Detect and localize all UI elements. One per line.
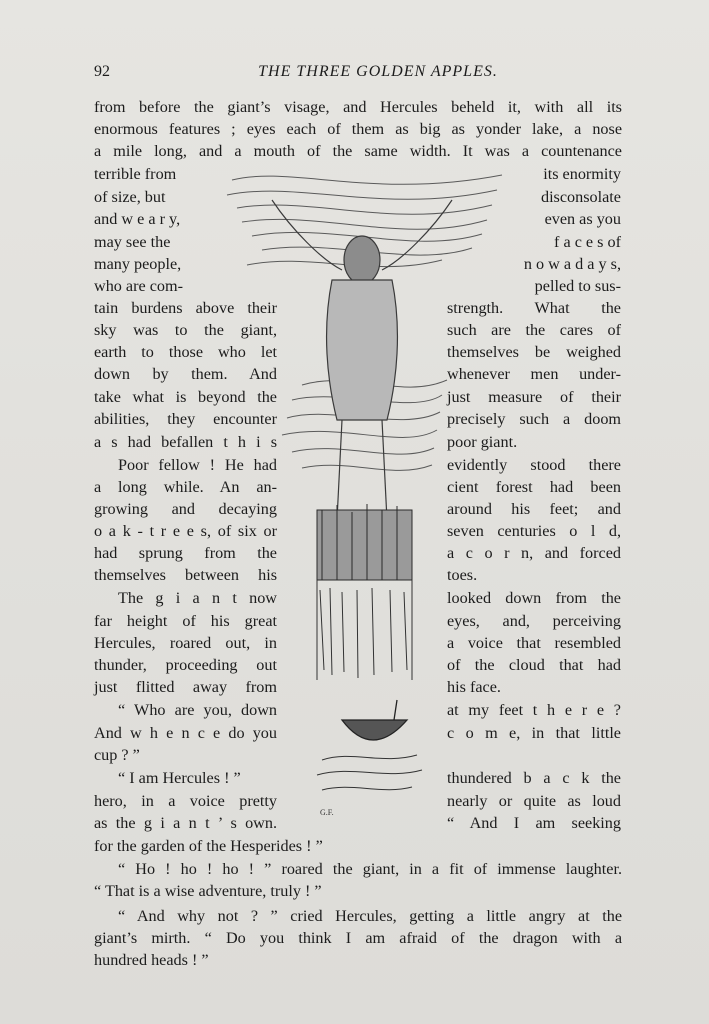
right-column-line: a c o r n, and forced (447, 544, 621, 562)
left-column-line: The g i a n t now (118, 589, 277, 607)
left-column-line: hero, in a voice pretty (94, 792, 277, 810)
left-column-line: growing and decaying (94, 500, 277, 518)
right-column-line: themselves be weighed (447, 343, 621, 361)
left-column-line: thunder, proceeding out (94, 656, 277, 674)
left-column-line: a s had befallen t h i s (94, 433, 277, 451)
forest (317, 504, 412, 580)
right-column-line: c o m e, in that little (447, 724, 621, 742)
left-column-line: And w h e n c e do you (94, 724, 277, 742)
left-column-line: down by them. And (94, 365, 277, 383)
right-column-line: even as you (544, 210, 621, 228)
cliff-and-sea (317, 580, 422, 790)
right-column-line: nearly or quite as loud (447, 792, 621, 810)
right-column-line: looked down from the (447, 589, 621, 607)
right-column-line: whenever men under- (447, 365, 621, 383)
left-column-line: had sprung from the (94, 544, 277, 562)
body-line: “ That is a wise adventure, truly ! ” (94, 882, 322, 900)
page-number: 92 (94, 63, 110, 80)
right-column-line: its enormity (543, 165, 621, 183)
giant-illustration (212, 160, 512, 840)
right-column-line: “ And I am seeking (447, 814, 621, 832)
right-column-line: poor giant. (447, 433, 518, 451)
right-column-line: strength. What the (447, 299, 621, 317)
body-line: a mile long, and a mouth of the same width. It was a countenance (94, 142, 622, 160)
running-title: THE THREE GOLDEN APPLES. (258, 63, 498, 80)
right-column-line: f a c e s of (554, 233, 621, 251)
left-column-line: who are com- (94, 277, 183, 295)
right-column-line: such are the cares of (447, 321, 621, 339)
right-column-line: around his feet; and (447, 500, 621, 518)
golden-cup-boat (342, 700, 407, 740)
left-column-line: of size, but (94, 188, 166, 206)
left-column-line: many people, (94, 255, 182, 273)
right-column-line: of the cloud that had (447, 656, 621, 674)
body-line: “ Ho ! ho ! ho ! ” roared the giant, in a fit of immense laughter. (118, 860, 622, 878)
right-column-line: seven centuries o l d, (447, 522, 621, 540)
right-column-line: a voice that resembled (447, 634, 621, 652)
left-column-line: “ Who are you, down (118, 701, 277, 719)
illustration-signature: G.F. (320, 808, 334, 817)
left-column-line: o a k - t r e e s, of six or (94, 522, 277, 540)
body-line: giant’s mirth. “ Do you think I am afraid of the dragon with a (94, 929, 622, 947)
left-column-line: “ I am Hercules ! ” (118, 769, 241, 787)
left-column-line: may see the (94, 233, 171, 251)
right-column-line: his face. (447, 678, 501, 696)
left-column-line: themselves between his (94, 566, 277, 584)
body-line: “ And why not ? ” cried Hercules, getting a little angry at the (118, 907, 622, 925)
left-column-line: take what is beyond the (94, 388, 277, 406)
left-column-line: just flitted away from (94, 678, 277, 696)
right-column-line: toes. (447, 566, 478, 584)
left-column-line: a long while. An an- (94, 478, 277, 496)
page-header (94, 63, 622, 85)
left-column-line: far height of his great (94, 612, 277, 630)
left-column-line: cup ? ” (94, 746, 140, 764)
giant-figure (272, 200, 452, 520)
right-column-line: eyes, and, perceiving (447, 612, 621, 630)
body-line: from before the giant’s visage, and Hercules beheld it, with all its (94, 98, 622, 116)
left-column-line: terrible from (94, 165, 177, 183)
body-line: enormous features ; eyes each of them as big as yonder lake, a nose (94, 120, 622, 138)
left-column-line: tain burdens above their (94, 299, 277, 317)
left-column-line: Poor fellow ! He had (118, 456, 277, 474)
left-column-line: and w e a r y, (94, 210, 181, 228)
left-column-line: as the g i a n t ’ s own. (94, 814, 277, 832)
right-column-line: disconsolate (540, 188, 621, 206)
right-column-line: precisely such a doom (447, 410, 621, 428)
right-column-line: evidently stood there (447, 456, 621, 474)
right-column-line: n o w a d a y s, (523, 255, 621, 273)
left-column-line: earth to those who let (94, 343, 277, 361)
body-line: hundred heads ! ” (94, 951, 209, 969)
left-column-line: abilities, they encounter (94, 410, 277, 428)
right-column-line: just measure of their (447, 388, 621, 406)
left-column-line: Hercules, roared out, in (94, 634, 277, 652)
right-column-line: thundered b a c k the (447, 769, 621, 787)
right-column-line: pelled to sus- (534, 277, 621, 295)
body-line: for the garden of the Hesperides ! ” (94, 837, 323, 855)
right-column-line: cient forest had been (447, 478, 621, 496)
left-column-line: sky was to the giant, (94, 321, 277, 339)
right-column-line: at my feet t h e r e ? (447, 701, 621, 719)
